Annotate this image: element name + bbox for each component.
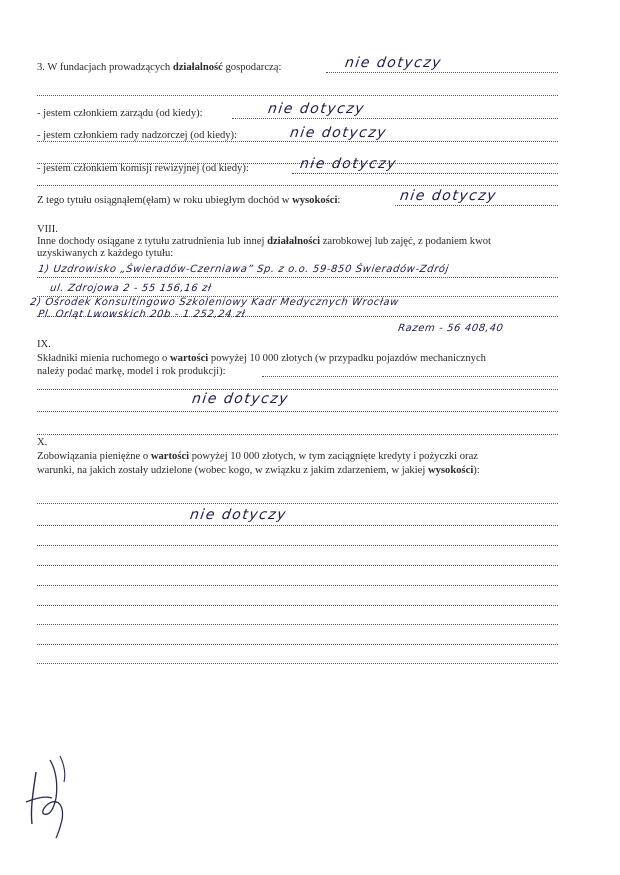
s3-audit-dots bbox=[292, 173, 558, 174]
s3-income-line bbox=[37, 195, 340, 207]
s8-text1-bold: działalności bbox=[267, 236, 321, 247]
s3-income-post: : bbox=[337, 195, 341, 206]
s10-text1 bbox=[37, 451, 478, 463]
s8-text1-pre: Inne dochody osiągane z tytułu zatrudnienia lub innej bbox=[37, 236, 265, 247]
s10-text2-bold: wysokości bbox=[427, 465, 474, 476]
s8-entry1-b: ul. Zdrojowa 2 - 55 156,16 zł bbox=[49, 283, 213, 294]
s10-dots-7 bbox=[37, 624, 558, 625]
s3-audit-dots-2 bbox=[37, 185, 558, 186]
s3-income-bold: wysokości bbox=[292, 195, 338, 206]
s3-line-text: 3. W fundacjach prowadzących bbox=[37, 62, 171, 73]
s8-text1-post: zarobkowej lub zajęć, z podaniem kwot bbox=[322, 236, 491, 247]
s3-income-answer: nie dotyczy bbox=[398, 188, 499, 204]
s3-supervisory-answer: nie dotyczy bbox=[288, 125, 389, 141]
s9-dots-1 bbox=[262, 376, 558, 377]
s10-text1-pre: Zobowiązania pieniężne o bbox=[37, 451, 149, 462]
s10-dots-1 bbox=[37, 503, 558, 504]
s8-total: Razem - 56 408,40 bbox=[397, 323, 505, 334]
s10-heading: X. bbox=[37, 437, 48, 448]
s10-dots-6 bbox=[37, 605, 558, 606]
s10-dots-5 bbox=[37, 585, 558, 586]
s8-entry2-b: Pl. Orląt Lwowskich 20b - 1 252,24 zł bbox=[37, 309, 246, 320]
s9-dots-4 bbox=[37, 434, 558, 435]
s3-line-bold: działalność bbox=[172, 62, 223, 73]
s3-line-rest: gospodarczą: bbox=[225, 62, 282, 73]
s9-text1 bbox=[37, 353, 486, 365]
s8-text2: uzyskiwanych z każdego tytułu: bbox=[37, 248, 174, 259]
s10-dots-3 bbox=[37, 545, 558, 546]
s10-text2 bbox=[37, 465, 480, 477]
s3-answer: nie dotyczy bbox=[343, 55, 444, 71]
s3-board-answer: nie dotyczy bbox=[266, 101, 367, 117]
s10-text1-bold: wartości bbox=[150, 451, 190, 462]
s3-income-pre: Z tego tytułu osiągnąłem(ęłam) w roku ubiegłym dochód w bbox=[37, 195, 290, 206]
s10-dots-4 bbox=[37, 565, 558, 566]
s3-dotted-line-2 bbox=[37, 95, 558, 96]
s8-entry1-a: 1) Uzdrowisko „Świeradów-Czerniawa” Sp. z o.o. 59-850 Świeradów-Zdrój bbox=[37, 264, 450, 275]
s3-board-label: - jestem członkiem zarządu (od kiedy): bbox=[37, 108, 203, 119]
signature-icon bbox=[22, 752, 82, 842]
s3-dotted-line bbox=[326, 72, 558, 73]
s8-entry2-a: 2) Ośrodek Konsultingowo Szkoleniowy Kadr Medycznych Wrocław bbox=[29, 297, 400, 308]
s10-answer: nie dotyczy bbox=[188, 507, 289, 523]
s8-dots-1 bbox=[37, 277, 558, 278]
s3-line bbox=[37, 62, 281, 74]
s8-text1 bbox=[37, 236, 491, 248]
s10-text1-post: powyżej 10 000 złotych, w tym zaciągnięte kredyty i pożyczki oraz bbox=[191, 451, 478, 462]
s9-heading: IX. bbox=[37, 339, 51, 350]
s3-audit-label: - jestem członkiem komisji rewizyjnej (od kiedy): bbox=[37, 163, 249, 174]
s9-answer: nie dotyczy bbox=[190, 391, 291, 407]
s10-text2-pre: warunki, na jakich zostały udzielone (wobec kogo, w związku z jakim zdarzeniem, w jakiej bbox=[37, 465, 426, 476]
s3-board-dots bbox=[232, 118, 558, 119]
s3-income-dots bbox=[395, 205, 558, 206]
s10-text2-post: ): bbox=[473, 465, 480, 476]
s9-text1-post: powyżej 10 000 złotych (w przypadku pojazdów mechanicznych bbox=[210, 353, 486, 364]
s10-dots-2 bbox=[37, 525, 558, 526]
s9-text1-pre: Składniki mienia ruchomego o bbox=[37, 353, 168, 364]
s10-dots-8 bbox=[37, 644, 558, 645]
s10-dots-9 bbox=[37, 663, 558, 664]
s8-heading: VIII. bbox=[37, 224, 58, 235]
s3-audit-answer: nie dotyczy bbox=[298, 156, 399, 172]
s9-dots-2 bbox=[37, 389, 558, 390]
s9-text1-bold: wartości bbox=[170, 353, 209, 364]
s9-text2: należy podać markę, model i rok produkcji): bbox=[37, 366, 226, 377]
s9-dots-3 bbox=[37, 411, 558, 412]
s3-supervisory-label: - jestem członkiem rady nadzorczej (od kiedy): bbox=[37, 130, 238, 141]
